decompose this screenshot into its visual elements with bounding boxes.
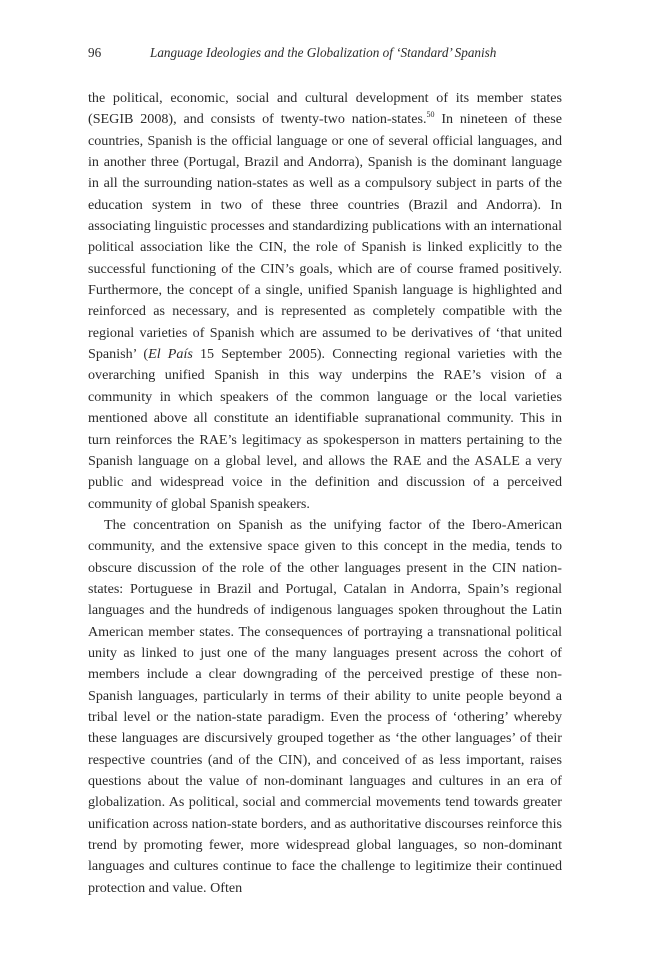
page-number: 96 <box>88 45 102 60</box>
paragraph-1 <box>88 88 562 515</box>
paragraph-2: The concentration on Spanish as the unifying factor of the Ibero-American community, and the extensive space given to this concept in the media, tends to obscure discussion of the role of the other languages present in the CIN nation-states: Portuguese in Brazil and Portugal, Catalan in Andorra, Spain’s regional languages and the hundreds of indigenous languages spoken throughout the Latin American member states. The consequences of portraying a transnational political unity as linked to just one of the many languages present across the cohort of members include a clear downgrading of the perceived prestige of these non-Spanish languages, particularly in terms of their ability to unite people beyond a tribal level or the nation-state paradigm. Even the process of ‘othering’ whereby these languages are discursively grouped together as ‘the other languages’ of their respective countries (and of the CIN), and conceived of as less important, raises questions about the value of non-dominant languages and cultures in an era of globalization. As political, social and commercial movements tend towards greater unification across nation-state borders, and as authoritative discourses reinforce this trend by promoting fewer, more widespread global languages, so non-dominant languages and cultures continue to face the challenge to legitimize their continued protection and value. Often <box>88 516 562 896</box>
paragraph-1-part-2: In nineteen of these countries, Spanish is the official language or one of several official languages, and in another three (Portugal, Brazil and Andorra), Spanish is the dominant language in all the surrounding nation-states as well as a compulsory subject in parts of the education system in two of these three countries (Brazil and Andorra). In associating linguistic processes and standardizing publications with an international political association like the CIN, the role of Spanish is linked explicitly to the successful functioning of the CIN’s goals, which are of course framed positively. Furthermore, the concept of a single, unified Spanish language is highlighted and reinforced as necessary, and is represented as completely compatible with the regional varieties of Spanish which are assumed to be derivatives of ‘that united Spanish’ ( <box>88 111 562 363</box>
paragraph-1-part-3: 15 September 2005). Connecting regional varieties with the overarching unified Spanish in this way underpins the RAE’s vision of a community in which speakers of the common language or the local varieties mentioned above all constitute an identifiable supranational community. This in turn reinforces the RAE’s legitimacy as spokesperson in matters pertaining to the Spanish language on a global level, and allows the RAE and the ASALE a very public and widespread voice in the definition and discussion of a perceived community of global Spanish speakers. <box>88 346 562 512</box>
body-text <box>88 88 562 899</box>
footnote-marker: 50 <box>426 110 435 120</box>
source-title: El País <box>148 346 193 363</box>
paragraph-1-part-1: the political, economic, social and cultural development of its member states (SEGIB 2008), and consists of twenty-two nation-states. <box>88 90 562 128</box>
running-title: Language Ideologies and the Globalization of ‘Standard’ Spanish <box>150 45 497 60</box>
running-head <box>88 44 562 62</box>
